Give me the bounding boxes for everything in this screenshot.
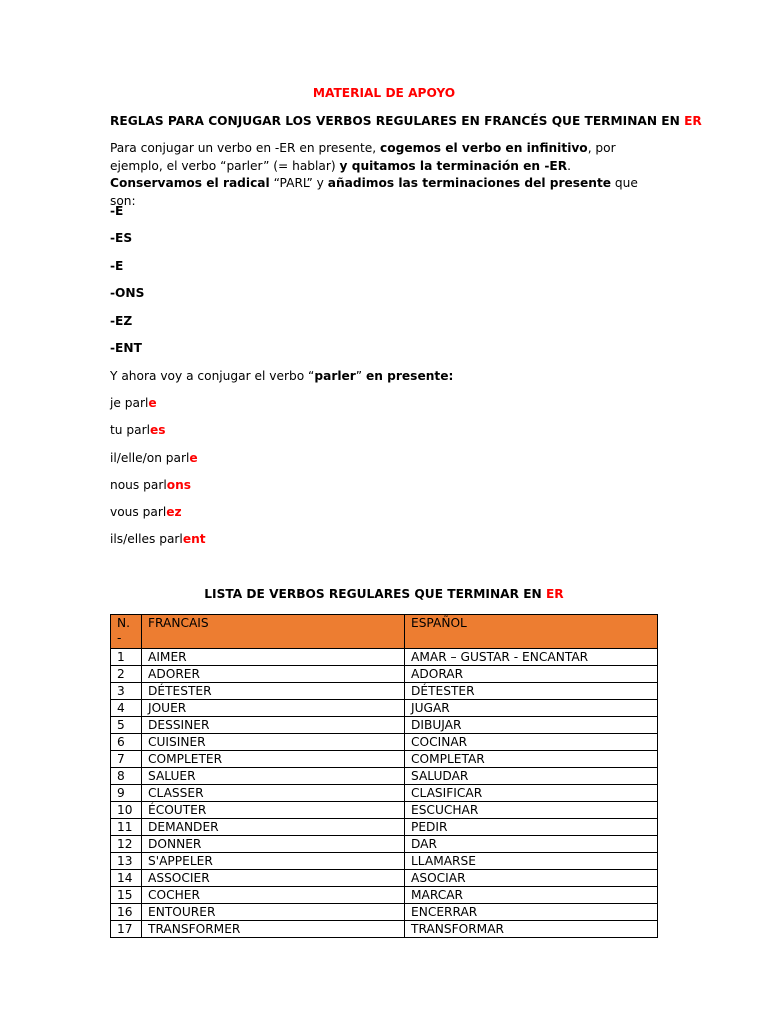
conjugation-line: [110, 451, 198, 465]
row-number: 2: [111, 666, 142, 683]
row-espanol: ENCERRAR: [405, 904, 658, 921]
row-number: 9: [111, 785, 142, 802]
conjugation-stem: vous parl: [110, 505, 167, 519]
verb-list-heading-text: LISTA DE VERBOS REGULARES QUE TERMINAR EN: [204, 587, 546, 601]
row-number: 15: [111, 887, 142, 904]
table-row: [111, 785, 658, 802]
row-number: 6: [111, 734, 142, 751]
ending-item: -ENT: [110, 341, 142, 355]
intro-text: Para conjugar un verbo en -ER en presente,: [110, 141, 381, 155]
row-francais: ADORER: [142, 666, 405, 683]
intro-bold: Conservamos el radical: [110, 176, 270, 190]
row-number: 12: [111, 836, 142, 853]
row-number: 13: [111, 853, 142, 870]
row-francais: DEMANDER: [142, 819, 405, 836]
row-francais: ENTOURER: [142, 904, 405, 921]
intro-text: , por ejemplo, el verbo “parler” (= hablar): [110, 141, 616, 173]
conjugation-ending: es: [149, 423, 166, 437]
rules-heading-text: REGLAS PARA CONJUGAR LOS VERBOS REGULARES EN FRANCÉS QUE TERMINAN EN: [110, 114, 685, 128]
row-espanol: SALUDAR: [405, 768, 658, 785]
row-francais: ÉCOUTER: [142, 802, 405, 819]
table-row: [111, 870, 658, 887]
conjugation-line: [110, 423, 166, 437]
ending-item: -E: [110, 259, 124, 273]
table-header-row: [111, 615, 658, 649]
row-espanol: COCINAR: [405, 734, 658, 751]
row-espanol: AMAR – GUSTAR - ENCANTAR: [405, 649, 658, 666]
header-francais: FRANCAIS: [142, 615, 405, 649]
conjugation-line: [110, 396, 157, 410]
row-francais: SALUER: [142, 768, 405, 785]
row-francais: CUISINER: [142, 734, 405, 751]
rules-heading-accent: ER: [684, 114, 702, 128]
table-row: [111, 700, 658, 717]
row-francais: JOUER: [142, 700, 405, 717]
row-francais: DONNER: [142, 836, 405, 853]
conjugation-stem: tu parl: [110, 423, 150, 437]
ending-item: -ES: [110, 231, 133, 245]
row-number: 5: [111, 717, 142, 734]
row-number: 14: [111, 870, 142, 887]
row-espanol: DIBUJAR: [405, 717, 658, 734]
conjugation-ending: e: [189, 451, 198, 465]
sentence-text: Y ahora voy a conjugar el verbo “: [110, 369, 315, 383]
row-number: 4: [111, 700, 142, 717]
sentence-bold: en presente:: [366, 369, 454, 383]
row-number: 11: [111, 819, 142, 836]
row-espanol: ADORAR: [405, 666, 658, 683]
row-espanol: JUGAR: [405, 700, 658, 717]
row-espanol: TRANSFORMAR: [405, 921, 658, 938]
intro-bold: y quitamos la terminación en -ER: [339, 158, 568, 173]
conjugation-ending: ez: [166, 505, 182, 519]
conjugation-line: [110, 478, 191, 492]
row-espanol: DAR: [405, 836, 658, 853]
table-row: [111, 666, 658, 683]
conjugation-stem: je parl: [110, 396, 149, 410]
row-number: 17: [111, 921, 142, 938]
conjugation-ending: ent: [182, 532, 206, 546]
row-number: 8: [111, 768, 142, 785]
header-number: N. -: [111, 615, 142, 649]
intro-text: “PARL” y: [269, 176, 328, 190]
row-francais: DESSINER: [142, 717, 405, 734]
row-francais: S'APPELER: [142, 853, 405, 870]
table-row: [111, 921, 658, 938]
row-francais: TRANSFORMER: [142, 921, 405, 938]
table-row: [111, 802, 658, 819]
table-row: [111, 887, 658, 904]
conjugation-intro: [110, 369, 453, 383]
intro-bold: cogemos el verbo en infinitivo: [380, 141, 588, 155]
row-espanol: DÉTESTER: [405, 683, 658, 700]
table-row: [111, 683, 658, 700]
row-espanol: MARCAR: [405, 887, 658, 904]
verb-list-heading-accent: ER: [545, 587, 564, 601]
conjugation-stem: nous parl: [110, 478, 167, 492]
table-row: [111, 649, 658, 666]
conjugation-line: [110, 532, 206, 546]
row-number: 3: [111, 683, 142, 700]
table-row: [111, 819, 658, 836]
table-row: [111, 751, 658, 768]
row-espanol: ESCUCHAR: [405, 802, 658, 819]
intro-text: .: [567, 158, 571, 173]
ending-item: -ONS: [110, 286, 145, 300]
row-francais: CLASSER: [142, 785, 405, 802]
page-title: MATERIAL DE APOYO: [312, 86, 456, 100]
table-row: [111, 717, 658, 734]
row-espanol: ASOCIAR: [405, 870, 658, 887]
table-row: [111, 836, 658, 853]
table-row: [111, 853, 658, 870]
row-number: 7: [111, 751, 142, 768]
row-francais: DÉTESTER: [142, 683, 405, 700]
table-row: [111, 904, 658, 921]
row-francais: AIMER: [142, 649, 405, 666]
table-row: [111, 734, 658, 751]
conjugation-ending: e: [148, 396, 157, 410]
ending-item: -E: [110, 204, 124, 218]
row-number: 10: [111, 802, 142, 819]
rules-heading: [110, 114, 702, 128]
row-francais: COCHER: [142, 887, 405, 904]
row-espanol: COMPLETAR: [405, 751, 658, 768]
conjugation-stem: ils/elles parl: [110, 532, 183, 546]
row-espanol: CLASIFICAR: [405, 785, 658, 802]
row-francais: ASSOCIER: [142, 870, 405, 887]
verb-list-heading: [110, 587, 658, 601]
row-number: 1: [111, 649, 142, 666]
header-espanol: ESPAÑOL: [405, 615, 658, 649]
intro-text: que son:: [110, 176, 638, 208]
ending-item: -EZ: [110, 314, 133, 328]
conjugation-ending: ons: [166, 478, 192, 492]
conjugation-line: [110, 505, 182, 519]
intro-paragraph: [110, 140, 658, 210]
sentence-text: ”: [355, 369, 366, 383]
row-espanol: LLAMARSE: [405, 853, 658, 870]
verb-table-body: [111, 649, 658, 938]
conjugation-stem: il/elle/on parl: [110, 451, 190, 465]
intro-bold: añadimos las terminaciones del presente: [327, 176, 612, 190]
table-row: [111, 768, 658, 785]
verb-table: [110, 614, 658, 938]
row-francais: COMPLETER: [142, 751, 405, 768]
row-number: 16: [111, 904, 142, 921]
row-espanol: PEDIR: [405, 819, 658, 836]
sentence-bold: parler: [314, 369, 356, 383]
